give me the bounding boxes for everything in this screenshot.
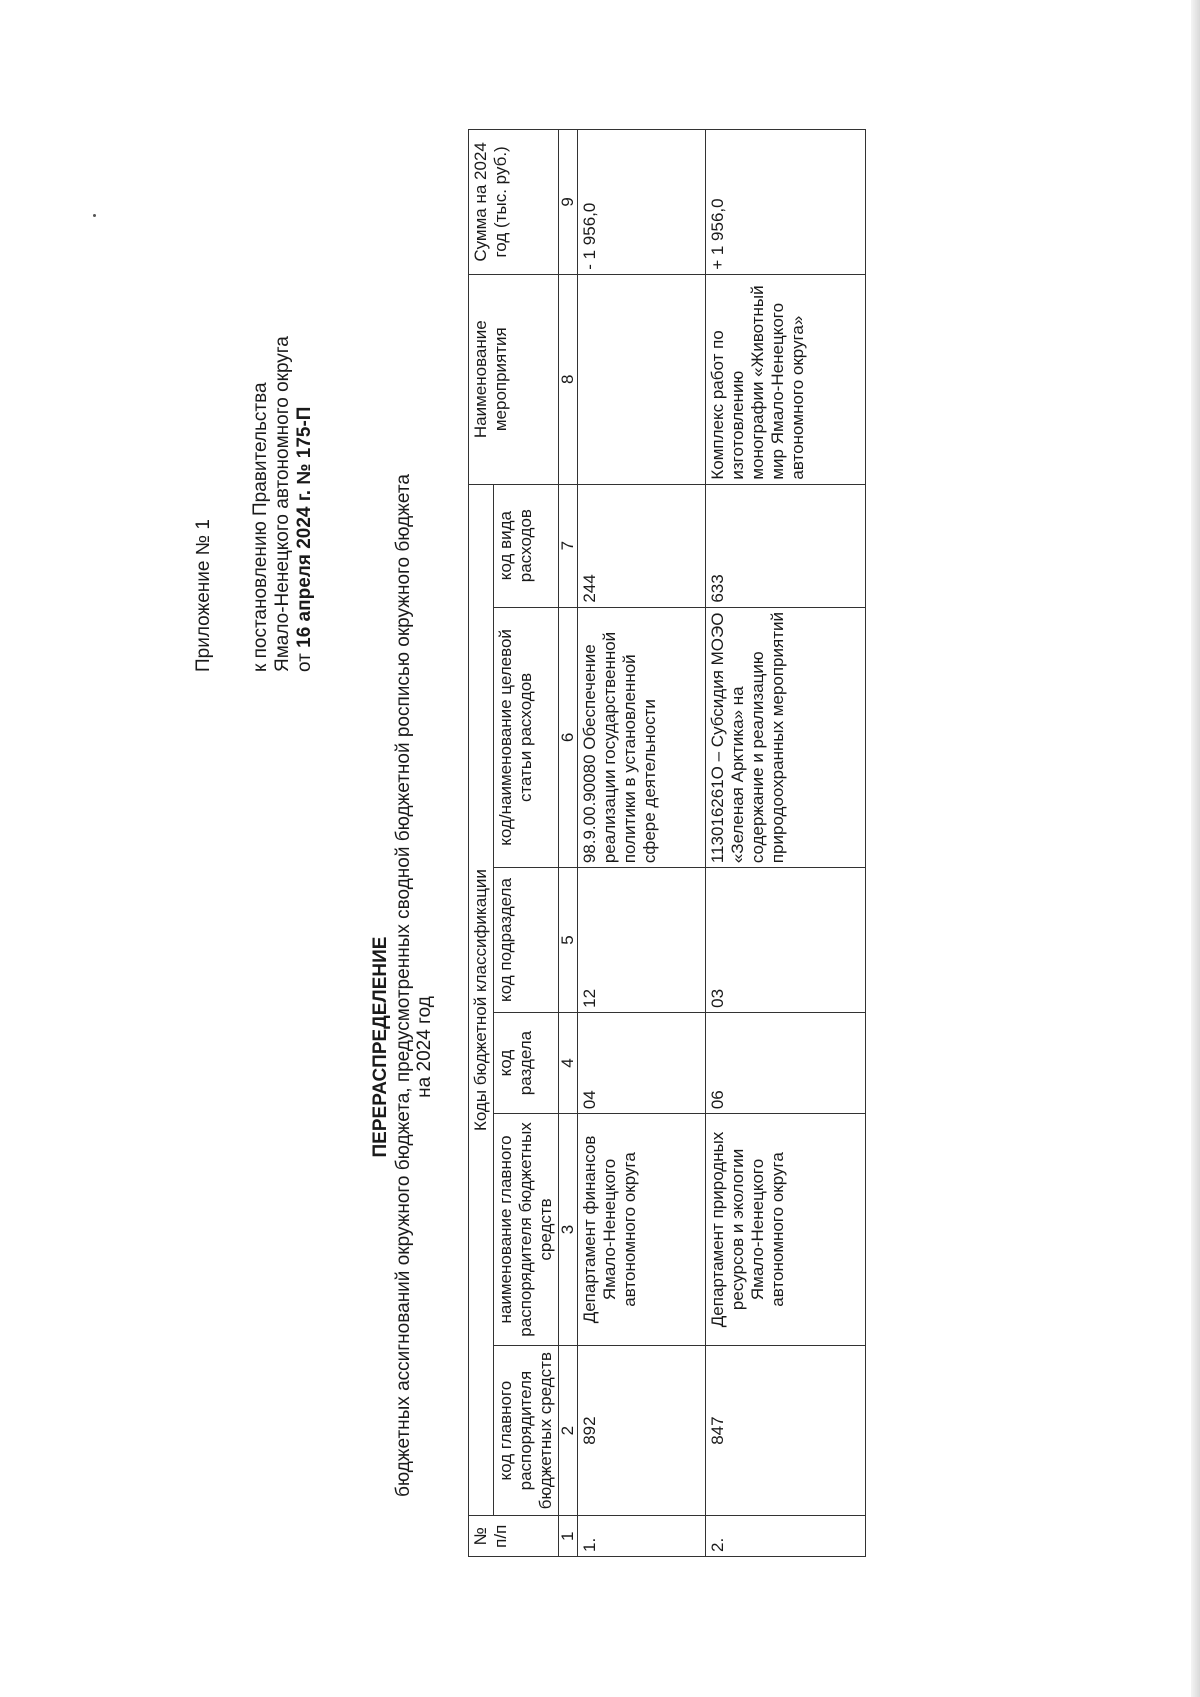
column-number-row <box>559 130 578 1557</box>
document-title: ПЕРЕРАСПРЕДЕЛЕНИЕ <box>370 936 391 1158</box>
event-name <box>578 274 706 484</box>
appendix-decree-date-number: 16 апреля 2024 г. № 175-П <box>294 406 315 648</box>
appendix-title: Приложение № 1 <box>193 519 214 672</box>
header-event-name: Наименование мероприятия <box>469 274 559 484</box>
appendix-line3 <box>294 407 316 672</box>
row-number: 1. <box>578 1516 706 1557</box>
redistribution-table <box>468 129 866 1557</box>
appendix-line2: Ямало-Ненецкого автономного округа <box>272 336 293 672</box>
expense-type-code: 244 <box>578 484 706 607</box>
manager-code: 892 <box>578 1345 706 1516</box>
header-amount: Сумма на 2024 год (тыс. руб.) <box>469 130 559 275</box>
column-number: 7 <box>559 484 578 607</box>
expense-type-code: 633 <box>706 484 866 607</box>
column-number: 9 <box>559 130 578 275</box>
document-subtitle-year: на 2024 год <box>414 996 435 1098</box>
table-row <box>706 130 866 1557</box>
manager-name: Департамент финансов Ямало-Ненецкого автономного округа <box>578 1114 706 1346</box>
target-article: 98.9.00.90080 Обеспечение реализации государственной политики в установленной сфере деятельности <box>578 607 706 867</box>
header-section-code: код раздела <box>494 1012 559 1113</box>
row-number: 2. <box>706 1516 866 1557</box>
event-name: Комплекс работ по изготовлению монографии «Животный мир Ямало-Ненецкого автономного округа» <box>706 274 866 484</box>
scan-speck <box>93 214 96 217</box>
column-number: 6 <box>559 607 578 867</box>
section-code: 06 <box>706 1012 866 1113</box>
target-article: 113016261О – Субсидия МОЭО «Зеленая Арктика» на содержание и реализацию природоохранных мероприятий <box>706 607 866 867</box>
subsection-code: 03 <box>706 868 866 1013</box>
manager-name: Департамент природных ресурсов и экологии Ямало-Ненецкого автономного округа <box>706 1114 866 1346</box>
subsection-code: 12 <box>578 868 706 1013</box>
header-target-article: код/наименование целевой статьи расходов <box>494 607 559 867</box>
header-codes-group: Коды бюджетной классификации <box>469 484 494 1516</box>
table-row <box>578 130 706 1557</box>
document-subtitle: бюджетных ассигнований окружного бюджета, предусмотренных сводной бюджетной росписью окружного бюджета <box>393 474 414 1497</box>
column-number: 4 <box>559 1012 578 1113</box>
header-manager-code: код главного распорядителя бюджетных средств <box>494 1345 559 1516</box>
column-number: 1 <box>559 1516 578 1557</box>
column-number: 5 <box>559 868 578 1013</box>
header-subsection-code: код подраздела <box>494 868 559 1013</box>
header-row-top <box>469 130 494 1557</box>
manager-code: 847 <box>706 1345 866 1516</box>
amount: - 1 956,0 <box>578 130 706 275</box>
appendix-line1: к постановлению Правительства <box>250 382 271 672</box>
column-number: 8 <box>559 274 578 484</box>
column-number: 2 <box>559 1345 578 1516</box>
appendix-line3-prefix: от <box>294 647 315 672</box>
header-number: № п/п <box>469 1516 559 1557</box>
column-number: 3 <box>559 1114 578 1346</box>
amount: + 1 956,0 <box>706 130 866 275</box>
header-expense-type-code: код вида расходов <box>494 484 559 607</box>
section-code: 04 <box>578 1012 706 1113</box>
header-manager-name: наименование главного распорядителя бюджетных средств <box>494 1114 559 1346</box>
